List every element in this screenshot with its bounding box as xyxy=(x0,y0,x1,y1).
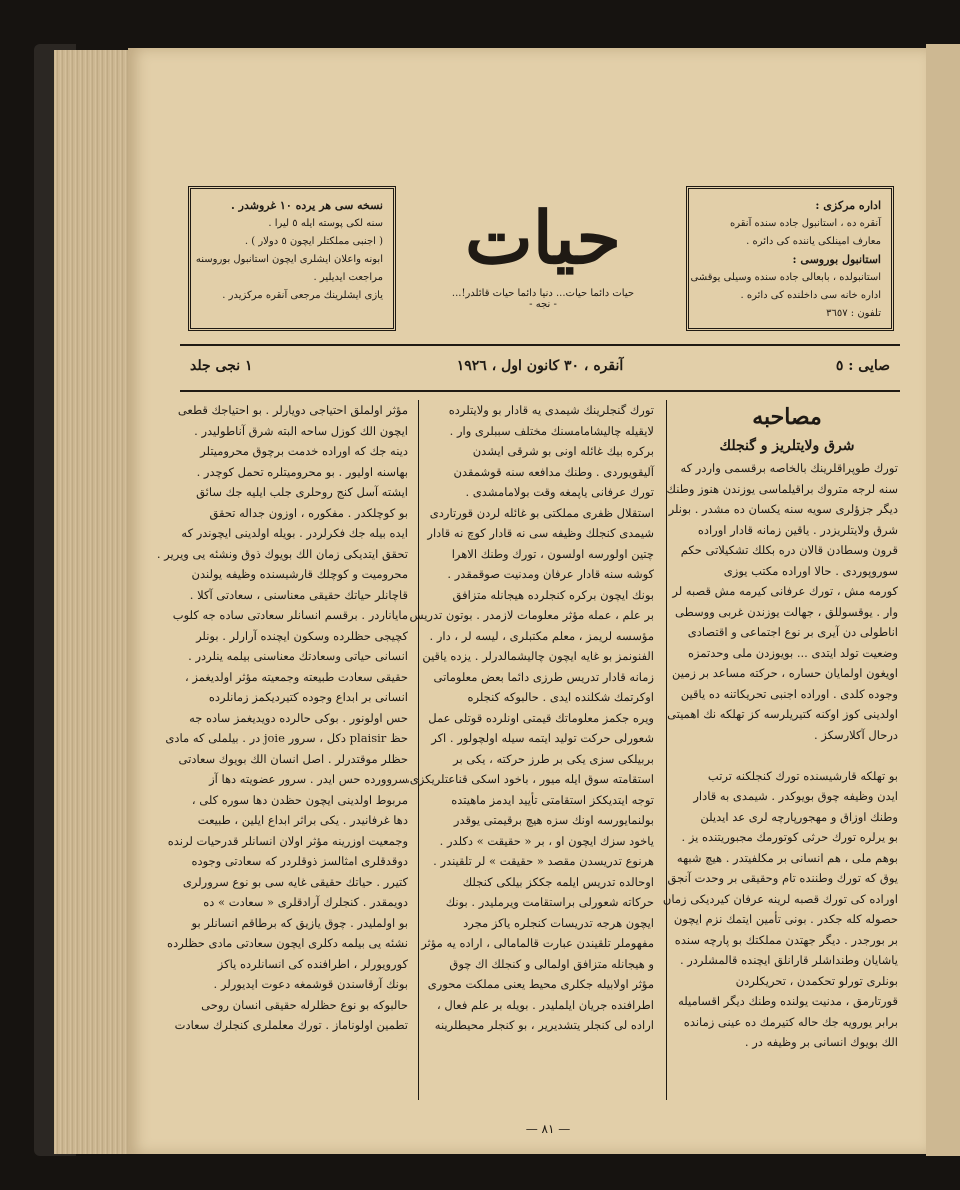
column-text xyxy=(156,400,408,1036)
text-line: مؤثر اولابيله جكلری محيط يعنی مملكت محوری xyxy=(427,977,654,991)
text-line: مفهوملر تلقيندن عبارت قالمامالی ، اراده يه مؤثر xyxy=(421,936,654,950)
text-line: وطنك اوزاق و مهجورپارچه لری عد ايديلن xyxy=(700,809,898,824)
text-line: الفنونمز بو غايه ايچون چاليشمالدرلر . يزده ياقين xyxy=(422,649,654,663)
text-line: اوراده كی تورك قصبه لرينه عرفان كيرديكی زمان xyxy=(662,891,898,906)
text-line: بونك ايچون بركره كنجلرده هيجانله متزافق xyxy=(452,587,654,602)
text-line: وجوده كلدی . اوراده اجنبی تحريكاتنه ده ياقين xyxy=(680,686,898,701)
text-line: نشئه يی بيلمه دكلری ايچون سعادتی مادی حظلرده xyxy=(167,936,408,950)
text-line: قورتارمق ، مدنيت يولنده وطنك ديگر اقساميله xyxy=(678,994,898,1008)
text-line: شيمدی كنجلك وظيفه سی نه قادار كوچ نه قادار xyxy=(427,526,654,540)
text-line: بو كوچلكدر . مفكوره ، اوزون جداله تحقق xyxy=(209,505,408,520)
text-line: بوهم ملی ، هم انسانی بر مكلفيتدر . هيچ شبهه xyxy=(676,850,898,865)
text-line: مؤثر اولملق احتياجی دويارلر . بو احتياجك قطعی xyxy=(177,403,408,417)
column-text xyxy=(406,400,654,1036)
text-line: تورك طوپراقلرينك بالخاصه برقسمی واردر كه xyxy=(680,461,898,475)
box-line: معارف امينلكی ياننده كی دائره . xyxy=(746,236,881,247)
box-line: يازی ايشلرينك مرجعی آنقره مركزيدر . xyxy=(222,290,383,301)
text-line: قرون وسطادن قالان دره بكلك تشكيلاتی حكم xyxy=(680,543,898,557)
text-line: چتين اولورسه اولسون ، تورك وطنك الاهرا xyxy=(451,546,654,561)
text-line: دها غرفانيدر . يكی براثر ابداع ايلين ، طبيعت xyxy=(197,813,408,827)
text-line: تحقق ايتديكی زمان الك بويوك ذوق ونشئه يی ويرير . xyxy=(156,546,408,561)
article-column-middle xyxy=(406,400,654,1050)
article-subtitle: شرق ولايتلريز و گنجلك xyxy=(719,438,855,454)
text-line: مؤسسه لريمز ، معلم مكتبلری ، ليسه لر ، دار . xyxy=(429,628,654,643)
page-number: — ٨١ — xyxy=(525,1122,571,1136)
article-column-left xyxy=(156,400,408,1050)
text-line: شعورلی حركت توليد ايتمه سيله اولچولور . اكر xyxy=(431,731,654,745)
text-line: اراده لی كنجلر يتشديرير ، بو كنجلر محيطلرينه xyxy=(434,1018,654,1032)
text-line: بونلری تورلو تحكمدن ، تحريكلردن xyxy=(735,973,898,988)
box-line: سنه لكی پوسته ايله ٥ ليرا . xyxy=(268,218,383,229)
box-line: استانبول بوروسی : xyxy=(792,253,881,266)
box-line: نسخه سی هر يرده ١٠ غروشدر . xyxy=(230,199,383,212)
text-line: برابر يورويه جك حاله كتيرمك ده عينی زمانده xyxy=(683,1014,898,1029)
text-line: استقلال ظفری مملكتی بو غائله لردن قورتاردی xyxy=(429,505,654,520)
box-line: مراجعت ايديلير . xyxy=(313,272,383,283)
box-line: ابونه واعلان ايشلری ايچون استانبول بوروسنه xyxy=(195,254,383,265)
text-line: حظ plaisir دكل ، سرور joie در . بيلملی كه مادی xyxy=(165,731,408,745)
facing-page-edge xyxy=(926,44,960,1156)
masthead xyxy=(418,188,668,310)
column-divider xyxy=(418,400,419,1100)
text-line: درحال آكلارسكز . xyxy=(813,727,898,742)
text-line xyxy=(676,745,898,766)
text-line: ياخود سزك ايچون او ، بر « حقيقت » دكلدر . xyxy=(439,833,654,848)
text-line: دوقدقلری امثالسز ذوقلردر كه سعادتی وجوده xyxy=(191,854,408,868)
text-line: دويمقدر . كنجلرك آرادقلری « سعادت » ده xyxy=(203,895,408,909)
text-line: حس اولونور . بوكی حالرده دويديغمز ساده جه xyxy=(189,710,408,725)
volume-number: ١ نجی جلد xyxy=(190,358,253,374)
text-line: اناطولی دن آيری بر نوع اجتماعی و اقتصادی xyxy=(687,625,898,639)
text-line: حظلر موقتدرلر . اصل انسان الك بويوك سعادتی xyxy=(178,751,408,766)
text-line: زمانه قادار تدريس طرزی دائما بعض معلوماتی xyxy=(433,669,654,684)
text-line: بو يرلره تورك حرثی كوتورمك مجبوريتنده يز . xyxy=(681,830,898,844)
text-line: سوروپوردی . حالا اوراده مكتب يوزی xyxy=(723,563,898,578)
text-line: محروميت و كوچلك قارشيسنده وظيفه يولندن xyxy=(191,567,408,581)
text-line: آليقويوردی . وطنك مدافعه سنه قوشمقدن xyxy=(453,464,654,479)
text-line: كچيجی حظلرده وسكون ايچنده آرارلر . بونلر xyxy=(196,628,408,643)
text-line: بولنمايورسه اونك سزه هيچ برقيمتی يوقدر xyxy=(453,813,654,827)
text-line: ديگر جزؤلری سويه سنه يكسان ده مشدر . بونلر xyxy=(668,502,898,516)
text-line: بهاسنه اوليور . بو محروميتلره تحمل كوچدر . xyxy=(196,464,408,479)
text-line: ايچون هرجه تدريسات كنجلره ياكز مجرد xyxy=(463,915,654,930)
text-line: بر بورجدر . ديگر جهتدن مملكتك بو پارچه سنده xyxy=(674,932,898,947)
column-divider xyxy=(666,400,667,1100)
text-line: استقامته سوق ايله ميور ، باخود اسكی قناعتلريكزی، xyxy=(406,772,654,786)
text-line: بو تهلكه قارشيسنده تورك كنجلكنه ترتب xyxy=(707,768,898,783)
text-line: مربوط اولدينی ايچون حظدن دها سوره كلی ، xyxy=(191,792,408,807)
dateline xyxy=(180,348,900,388)
box-line: آنقره ده ، استانبول جاده سنده آنقره xyxy=(729,218,881,229)
text-line: اطرافنده جريان ايلمليدر . بويله بر علم فعال ، xyxy=(437,997,654,1012)
text-line: ويره جكمز معلوماتك قيمتی اونلرده قوتلی عمل xyxy=(428,710,654,725)
text-line: حقيقی سعادت طبيعته وجمعيته مؤثر اولديغمز ، xyxy=(185,669,408,684)
text-line: ماياناردر . برقسم انسانلر سعادتی ساده جه كلوب xyxy=(172,608,408,622)
text-line: ايده بيله جك فكرلردر . بويله اولدينی ايچوندر كه xyxy=(181,526,408,540)
text-line: ايچون الك كوزل ساحه البته شرق آناطوليدر . xyxy=(194,423,408,438)
text-line: كورمه مش ، تورك عرفانی كيرمه مش قصبه لر xyxy=(672,584,898,598)
text-line: انسانی حياتی وسعادتك معناسنی بيلمه ينلردر . xyxy=(188,649,408,663)
column-text xyxy=(662,458,898,1053)
issue-number: صايی : ٥ xyxy=(835,358,890,374)
text-line: بر علم ، عمله مؤثر معلومات لازمدر . بوتون تدريس xyxy=(409,608,654,622)
page-edges xyxy=(54,50,134,1154)
text-line: ايدن وظيفه چوق بويوكدر . شيمدی به قادار xyxy=(693,789,898,803)
text-line: اوكرتمك شكلنده ايدی . حالبوكه كنجلره xyxy=(467,690,654,704)
text-line: حالبوكه بو نوع حظلرله حقيقی انسان روحی xyxy=(201,997,408,1012)
office-box xyxy=(686,186,894,331)
text-line: توجه ايتديككز استقامتی تأييد ايدمز ماهيتده xyxy=(451,792,654,807)
section-title: مصاحبه xyxy=(752,404,822,430)
box-line: استانبولده ، بابعالی جاده سنده وسيلی يوقشی xyxy=(690,272,881,283)
text-line: يوق كه تورك وطننده تام وحقيقی بر وحدت آنجق xyxy=(667,871,898,885)
text-line: تورك گنجلرينك شيمدی يه قادار بو ولايتلرده xyxy=(448,403,654,417)
text-line: وجمعيت اوزرينه مؤثر اولان انسانلر قدرحيات لرنده xyxy=(167,833,408,848)
divider xyxy=(180,390,900,392)
newspaper-title: حيات xyxy=(465,195,621,280)
text-line: سنه لرجه متروك براقيلماسی يوزندن هنوز وطنك xyxy=(666,481,898,496)
text-line: بو اولمليدر . چوق يازيق كه برطاقم انسانلر بو xyxy=(191,915,408,930)
text-line: ياشايان وطنداشلر قارانلق ايچنده قالمشلردر . xyxy=(679,953,898,967)
text-line: وضعيت تولد ايتدی ... بويوزدن ملی وحدتمزه xyxy=(688,645,898,660)
text-line: حصوله كله جكدر . بونی تأمين ايتمك نزم ايچون xyxy=(673,912,898,926)
text-line: تورك عرفانی ياپمغه وقت بولامامشدی . xyxy=(465,485,654,499)
text-line: شرق ولايتلريزدر . ياقين زمانه قادار اوراده xyxy=(697,522,898,537)
text-line: قاچانلر حياتك حقيقی معناسنی ، سعادتی آكلا . xyxy=(189,587,408,602)
text-line: اويغون اولمايان حساره ، حركته مساعد بر زمين xyxy=(671,666,898,680)
subscription-box xyxy=(188,186,396,331)
divider xyxy=(180,344,900,346)
text-line: كتيرر . حياتك حقيقی غايه سی بو نوع سرورلری xyxy=(182,874,408,889)
text-line: تطمين اولوناماز . تورك معلملری كنجلرك سعادت xyxy=(174,1018,408,1032)
text-line: بونك آرقاسندن قوشمغه دعوت ايديورلر . xyxy=(213,977,408,991)
box-line: اداره مركزی : xyxy=(815,199,881,212)
text-line: وار . يوقسوللق ، جهالت يوزندن غربی ووسطی xyxy=(675,604,898,619)
text-line: انسانی بر ابداع وجوده كتيرديكمز زمانلرده xyxy=(208,690,408,704)
issue-date: آنقره ، ٣٠ كانون اول ، ١٩٢٦ xyxy=(456,358,624,374)
text-line: كوشه سنه قادار عرفان ومدنيت صوقمقدر . xyxy=(447,567,654,581)
text-line: بركره بيك غائله اونی بو شرقی ايشدن xyxy=(472,444,654,458)
text-line: حركاته شعورلی براستقامت ويرمليدر . بونك xyxy=(445,895,654,909)
text-line: الك بويوك انسانی بر وظيفه در . xyxy=(744,1035,898,1049)
text-line: اوحالده تدريس ايلمه جككز بيلكی كنجلك xyxy=(462,874,654,889)
text-line: بربيلكی سزی يكی بر طرز حركته ، يكی بر xyxy=(453,751,654,766)
text-line: سروورده حس ايدر . سرور عضويته دها آز xyxy=(209,772,408,786)
text-line: ايشته آسل كنج روحلری جلب ايليه جك سائق xyxy=(196,485,408,499)
article-column-right xyxy=(662,400,898,1050)
newspaper-page xyxy=(128,48,926,1154)
text-line: لايقيله چاليشامامسنك مختلف سببلری وار . xyxy=(449,423,654,438)
box-line: اداره خانه سی داخلنده كی دائره . xyxy=(740,290,881,301)
motto: حيات دائما حيات... دنيا دائما حيات قائلدر!... xyxy=(451,288,635,299)
text-line: كورويورلر ، اطرافنده كی انسانلرده ياكز xyxy=(217,956,408,971)
text-line: هرنوع تدريسدن مقصد « حقيقت » لر تلقيندر . xyxy=(433,854,654,868)
text-line: و هيجانله متزافق اولمالی و كنجلك اك چوق xyxy=(449,956,654,971)
box-line: ( اجنبی مملكتلر ايچون ٥ دولار ) . xyxy=(244,236,383,247)
text-line: اولدينی كوز اوكنه كتيريلرسه كز تهلكه نك اهميتی xyxy=(667,707,898,721)
box-line: تلفون : ٣٦٥٧ xyxy=(826,308,881,319)
motto-signature: - نجه - xyxy=(529,299,557,310)
text-line: دينه جك كه اوراده خدمت برچوق محروميتلر xyxy=(200,444,408,458)
